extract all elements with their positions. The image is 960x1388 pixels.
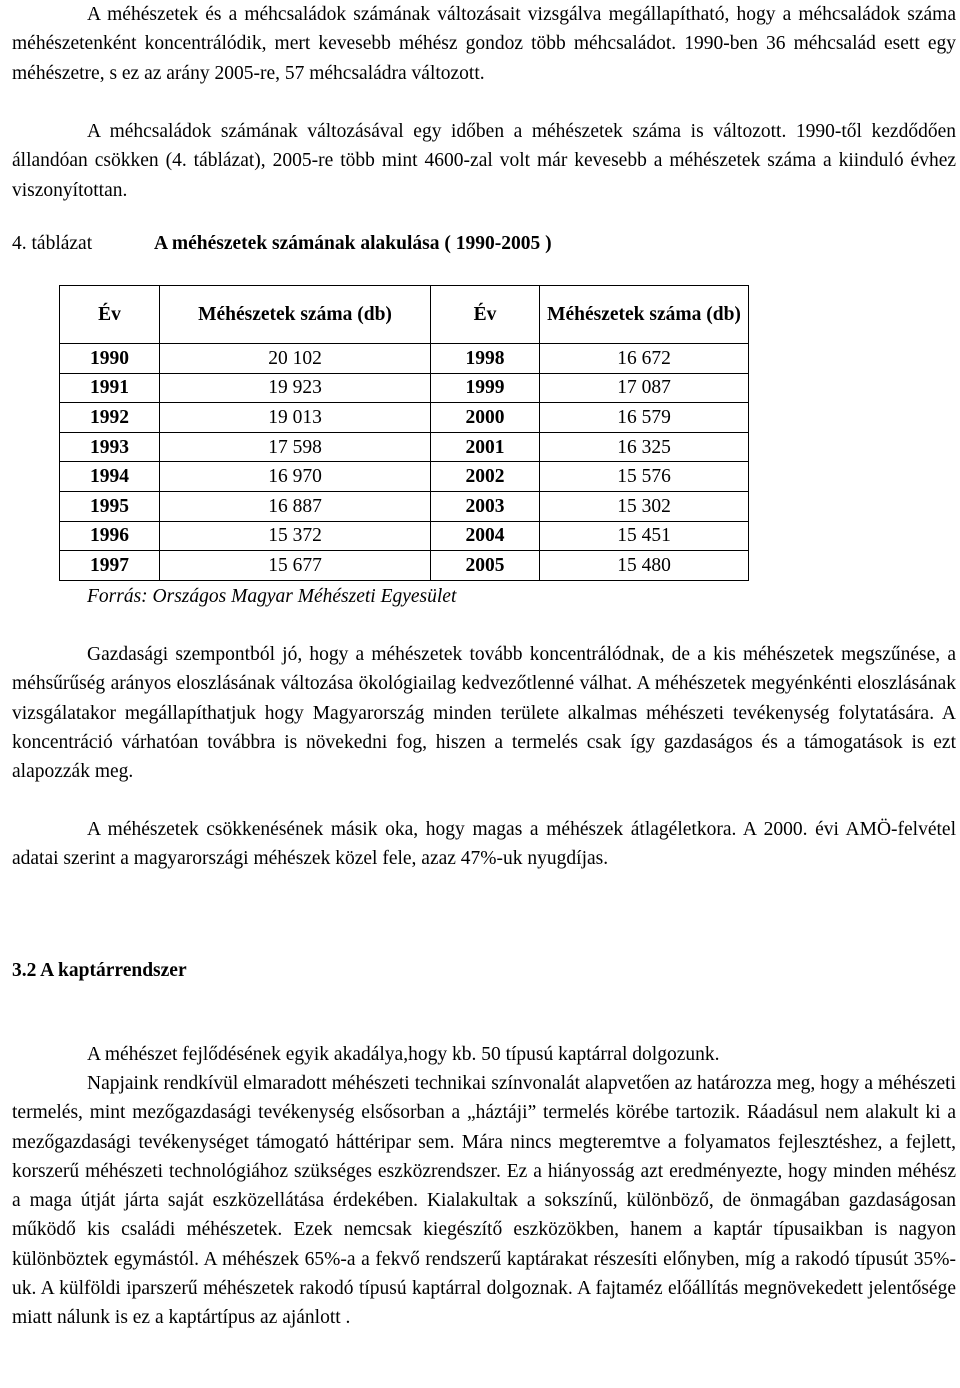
year-cell: 1992 [60,403,160,433]
count-cell: 15 677 [160,551,431,581]
paragraph-decline: A méhcsaládok számának változásával egy időben a méhészetek száma is változott. 1990-től kezdődően állandóan csökken (4. táblázat), 2005-re több mint 4600-zal volt már kevesebb a méhészetek száma a kiinduló évhez viszonyítottan. [12,121,956,201]
year-cell: 1999 [431,373,540,403]
year-cell: 2004 [431,521,540,551]
count-cell: 16 672 [540,344,749,374]
year-cell: 2002 [431,462,540,492]
table-row [60,344,749,374]
table-row [60,521,749,551]
section-heading: 3.2 A kaptárrendszer [12,960,187,981]
count-cell: 20 102 [160,344,431,374]
year-cell: 1997 [60,551,160,581]
count-cell: 15 451 [540,521,749,551]
paragraph-hive-types: A méhészet fejlődésének egyik akadálya,hogy kb. 50 típusú kaptárral dolgozunk. [87,1044,720,1065]
count-cell: 19 923 [160,373,431,403]
year-cell: 1993 [60,432,160,462]
table-row [60,551,749,581]
table-row [60,403,749,433]
count-cell: 16 970 [160,462,431,492]
year-cell: 2003 [431,491,540,521]
year-cell: 1998 [431,344,540,374]
count-cell: 19 013 [160,403,431,433]
table-title: A méhészetek számának alakulása ( 1990-2005 ) [154,233,552,254]
count-cell: 15 372 [160,521,431,551]
paragraph-economic: Gazdasági szempontból jó, hogy a méhészetek tovább koncentrálódnak, de a kis méhészetek megszűnése, a méhsűrűség arányos eloszlásának változása ökológiailag kedvezőtlenné válhat. A méhészetek megyénkénti eloszlásának vizsgálatakor megállapíthatjuk hogy Magyarország minden területe alkalmas méhészeti tevékenység folytatására. A koncentráció várhatóan továbbra is növekedni fog, hiszen a termelés csak így gazdaságos és a támogatások is ezt alapozzák meg. [12,644,956,783]
apiary-count-table [59,285,749,581]
header-year-1: Év [60,286,160,344]
year-cell: 2005 [431,551,540,581]
count-cell: 16 579 [540,403,749,433]
table-row [60,462,749,492]
count-cell: 17 598 [160,432,431,462]
count-cell: 16 887 [160,491,431,521]
paragraph-intro: A méhészetek és a méhcsaládok számának változásait vizsgálva megállapítható, hogy a méhcsaládok száma méhészetenként koncentrálódik, mert kevesebb méhész gondoz több méhcsaládot. 1990-ben 36 méhcsalád esett egy méhészetre, s ez az arány 2005-re, 57 méhcsaládra változott. [12,4,956,84]
year-cell: 2001 [431,432,540,462]
year-cell: 1991 [60,373,160,403]
year-cell: 1996 [60,521,160,551]
table-header-row [60,286,749,344]
year-cell: 1995 [60,491,160,521]
count-cell: 16 325 [540,432,749,462]
count-cell: 15 302 [540,491,749,521]
header-count-2: Méhészetek száma (db) [540,286,749,344]
table-caption [12,229,956,258]
count-cell: 15 480 [540,551,749,581]
year-cell: 2000 [431,403,540,433]
year-cell: 1994 [60,462,160,492]
count-cell: 15 576 [540,462,749,492]
table-row [60,491,749,521]
paragraph-age: A méhészetek csökkenésének másik oka, hogy magas a méhészek átlagéletkora. A 2000. évi AMÖ-felvétel adatai szerint a magyarországi méhészek közel fele, azaz 47%-uk nyugdíjas. [12,819,956,870]
table-row [60,432,749,462]
year-cell: 1990 [60,344,160,374]
header-count-1: Méhészetek száma (db) [160,286,431,344]
count-cell: 17 087 [540,373,749,403]
table-row [60,373,749,403]
paragraph-hive-technology: Napjaink rendkívül elmaradott méhészeti technikai színvonalát alapvetően az határozza meg, hogy a méhészeti termelés, mint mezőgazdasági tevékenység elsősorban a „háztáji” termelés körébe tartozik. Ráadásul nem alakult ki a mezőgazdasági tevékenységet támogató háttéripar sem. Mára nincs megteremtve a folyamatos fejlesztéshez, a fejlett, korszerű méhészeti technológiához szükséges eszközrendszer. Ez a hiányosság azt eredményezte, hogy minden méhész a maga útját járta saját eszközellátása érdekében. Kialakultak a sokszínű, különböző, de önmagában gazdaságosan működő kis családi méhészetek. Ezek nemcsak kiegészítő eszközökben, hanem a kaptár típusaikban is nagyon különböztek egymástól. A méhészek 65%-a a fekvő rendszerű kaptárakat részesíti előnyben, míg a rakodó típusút 35%-uk. A külföldi iparszerű méhészetek rakodó típusú kaptárral dolgoznak. A fajtaméz előállítás megnövekedett jelentősége miatt nálunk is ez a kaptártípus az ajánlott . [12,1073,956,1329]
table-source-note: Forrás: Országos Magyar Méhészeti Egyesület [87,586,457,607]
header-year-2: Év [431,286,540,344]
table-number: 4. táblázat [12,233,93,254]
